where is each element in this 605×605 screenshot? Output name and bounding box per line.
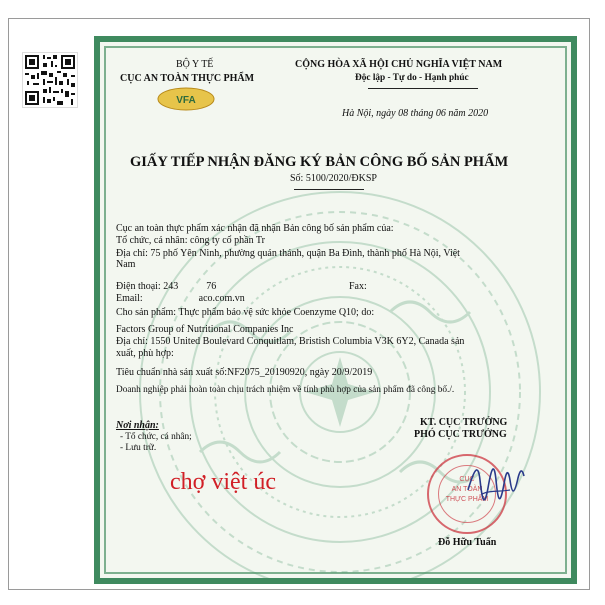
shop-overlay-text: chợ việt úc xyxy=(170,469,276,495)
qr-code xyxy=(22,52,78,108)
certificate-document xyxy=(94,36,577,584)
manufacturer-address: Địa chỉ: 1550 United Boulevard Conquitlam, Bristish Columbia V3K 6Y2, Canada sản xyxy=(116,336,465,347)
recipient-item: - Tổ chức, cá nhân; xyxy=(120,432,192,442)
issue-date: Hà Nội, ngày 08 tháng 06 năm 2020 xyxy=(342,108,489,119)
stamp-text-top: CỤC xyxy=(459,476,475,483)
org-line xyxy=(116,236,265,246)
email-line xyxy=(116,294,245,304)
phone-text: Điện thoại: 243 xyxy=(116,281,179,292)
recipient-item: - Lưu trữ. xyxy=(120,443,157,453)
address-line: Địa chỉ: 75 phố Yên Ninh, phường quán thánh, quận Ba Đình, thành phố Hà Nội, Việt xyxy=(116,248,460,259)
national-motto: Độc lập - Tự do - Hạnh phúc xyxy=(355,73,469,83)
stamp-text-mid2: THỰC PHẨM xyxy=(445,496,489,503)
phone-line xyxy=(116,282,216,292)
signature-title-2: PHÓ CỤC TRƯỞNG xyxy=(414,429,507,440)
stamp-text-mid1: AN TOÀN xyxy=(451,486,483,493)
number-underline xyxy=(294,189,364,190)
email-label: Email: xyxy=(116,293,143,304)
phone-end: 76 xyxy=(206,281,217,292)
intro-line: Cục an toàn thực phẩm xác nhận đã nhận Bản công bố sản phẩm của: xyxy=(116,223,394,234)
fax-label: Fax: xyxy=(349,281,367,292)
address-line-cont: Nam xyxy=(116,259,136,270)
ministry-name: BỘ Y TẾ xyxy=(176,59,214,70)
handwritten-signature xyxy=(460,450,530,520)
org-text: Tổ chức, cá nhân: công ty cổ phần Tr xyxy=(116,235,265,246)
standard-line: Tiêu chuẩn nhà sản xuất số:NF2075_20190920, ngày 20/9/2019 xyxy=(116,367,373,378)
manufacturer-line: Factors Group of Nutritional Companies Inc xyxy=(116,324,294,335)
recipients-heading: Nơi nhận: xyxy=(116,420,159,431)
certificate-number: Số: 5100/2020/ĐKSP xyxy=(290,173,377,184)
agency-name: CỤC AN TOÀN THỰC PHẨM xyxy=(120,73,255,84)
signature-title-1: KT. CỤC TRƯỞNG xyxy=(420,417,508,428)
product-line: Cho sản phẩm: Thực phẩm bảo vệ sức khỏe Coenzyme Q10; do: xyxy=(116,307,375,318)
responsibility-line: Doanh nghiệp phải hoàn toàn chịu trách nhiệm về tính phù hợp của sản phẩm đã công bố./. xyxy=(116,385,455,395)
motto-underline xyxy=(368,88,478,89)
country-name: CỘNG HÒA XÃ HỘI CHỦ NGHĨA VIỆT NAM xyxy=(295,59,503,70)
signer-name: Đỗ Hữu Tuấn xyxy=(438,537,497,548)
email-end: aco.com.vn xyxy=(198,293,245,304)
certificate-title: GIẤY TIẾP NHẬN ĐĂNG KÝ BẢN CÔNG BỐ SẢN PHẨM xyxy=(130,154,509,170)
vfa-logo-text: VFA xyxy=(176,95,196,106)
manufacturer-address-cont: xuất, phù hợp: xyxy=(116,348,174,359)
vfa-logo xyxy=(156,86,216,112)
